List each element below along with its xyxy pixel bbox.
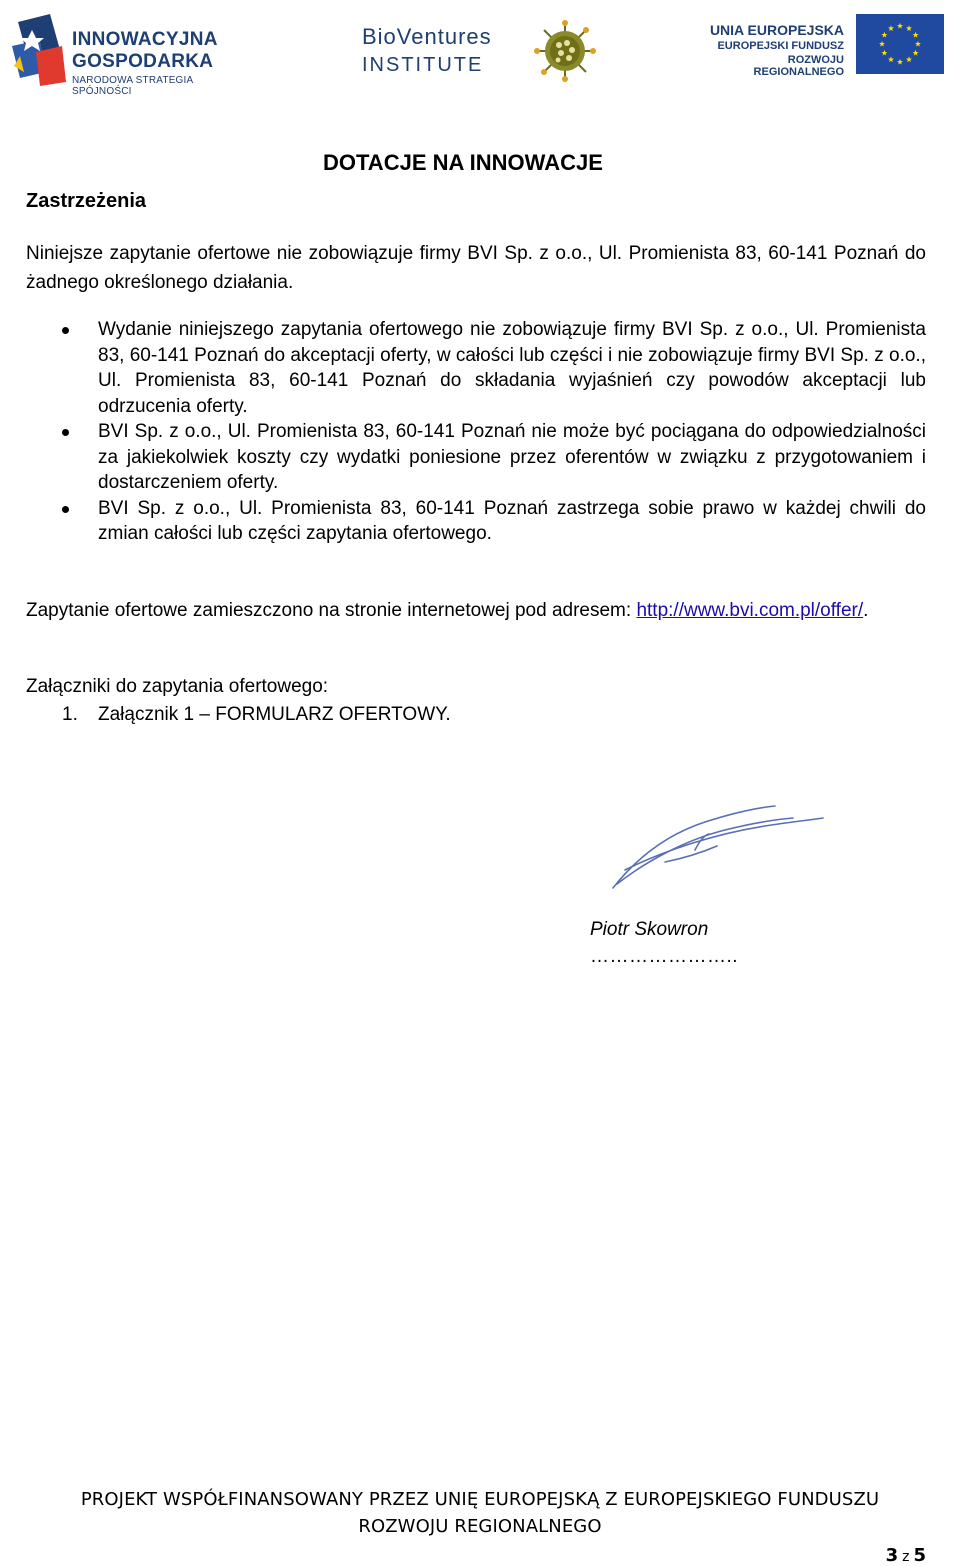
logo-right-line3: ROZWOJU REGIONALNEGO xyxy=(753,54,844,78)
bullet-icon xyxy=(62,506,69,513)
list-item-text: BVI Sp. z o.o., Ul. Promienista 83, 60-141 Poznań nie może być pociągana do odpowiedzialności za jakiekolwiek koszty czy wydatki poniesione przez oferentów w związku z przygotowaniem i dostarczeniem oferty. xyxy=(98,421,926,493)
page-current: 3 xyxy=(885,1545,899,1566)
footer-line2: ROZWOJU REGIONALNEGO xyxy=(358,1516,602,1537)
attachment-number: 1. xyxy=(62,704,78,725)
list-item-text: BVI Sp. z o.o., Ul. Promienista 83, 60-141 Poznań zastrzega sobie prawo w każdej chwili do zmian całości lub części zapytania ofertowego. xyxy=(98,497,926,544)
logo-right-line1: UNIA EUROPEJSKA xyxy=(709,22,844,38)
list-item-text: Wydanie niniejszego zapytania ofertowego nie zobowiązuje firmy BVI Sp. z o.o., Ul. Promienista 83, 60-141 Poznań do akceptacji oferty, w całości lub części i nie zobowiązuje firmy BVI Sp. z o.o., Ul. Promienista 83, 60-141 Poznań do składania wyjaśnień czy powodów akceptacji lub odrzucenia oferty. xyxy=(98,319,926,417)
offer-info-paragraph xyxy=(26,596,926,625)
logo-center-line1: BioVentures xyxy=(362,24,492,49)
document-title: DOTACJE NA INNOWACJE xyxy=(323,150,603,175)
list-item xyxy=(0,317,926,419)
bullet-icon xyxy=(62,429,69,436)
offer-info-suffix: . xyxy=(863,600,869,621)
handwritten-signature xyxy=(605,800,827,895)
attachments-heading: Załączniki do zapytania ofertowego: xyxy=(26,676,329,697)
logo-center-line2: INSTITUTE xyxy=(362,54,484,76)
intro-paragraph: Niniejsze zapytanie ofertowe nie zobowiązuje firmy BVI Sp. z o.o., Ul. Promienista 83, 60-141 Poznań do żadnego określonego działania. xyxy=(26,243,926,293)
page-separator: z xyxy=(902,1549,910,1565)
page-number xyxy=(886,1545,926,1566)
bullet-icon xyxy=(62,327,69,334)
list-item xyxy=(0,419,926,496)
footer-cofinancing-note xyxy=(0,1486,960,1540)
attachment-item xyxy=(62,702,451,727)
page-total: 5 xyxy=(913,1545,926,1566)
innowacyjna-gospodarka-logo xyxy=(10,12,250,97)
signer-name: Piotr Skowron xyxy=(590,919,709,940)
footer-line1: PROJEKT WSPÓŁFINANSOWANY PRZEZ UNIĘ EUROPEJSKĄ Z EUROPEJSKIEGO FUNDUSZU xyxy=(80,1489,880,1510)
list-item xyxy=(0,496,926,547)
bioventures-institute-logo xyxy=(362,20,602,82)
logo-left-line2: GOSPODARKA xyxy=(72,51,214,72)
virus-emblem-icon xyxy=(534,20,596,82)
logo-right-line2: EUROPEJSKI FUNDUSZ xyxy=(717,40,844,52)
attachment-label: Załącznik 1 – FORMULARZ OFERTOWY. xyxy=(98,704,451,725)
section-heading: Zastrzeżenia xyxy=(26,190,147,212)
eu-fund-logo xyxy=(700,14,944,78)
offer-info-text: Zapytanie ofertowe zamieszczono na stronie internetowej pod adresem: xyxy=(26,600,632,621)
innowacyjna-gospodarka-emblem-icon xyxy=(10,12,68,88)
logo-left-line3: NARODOWA STRATEGIA SPÓJNOŚCI xyxy=(72,75,193,97)
disclaimer-list xyxy=(0,317,926,547)
offer-link[interactable]: http://www.bvi.com.pl/offer/ xyxy=(636,600,864,621)
eu-flag-icon xyxy=(856,14,944,74)
signature-line-dots: ………………….. xyxy=(590,946,739,967)
logo-left-line1: INNOWACYJNA xyxy=(72,29,218,50)
